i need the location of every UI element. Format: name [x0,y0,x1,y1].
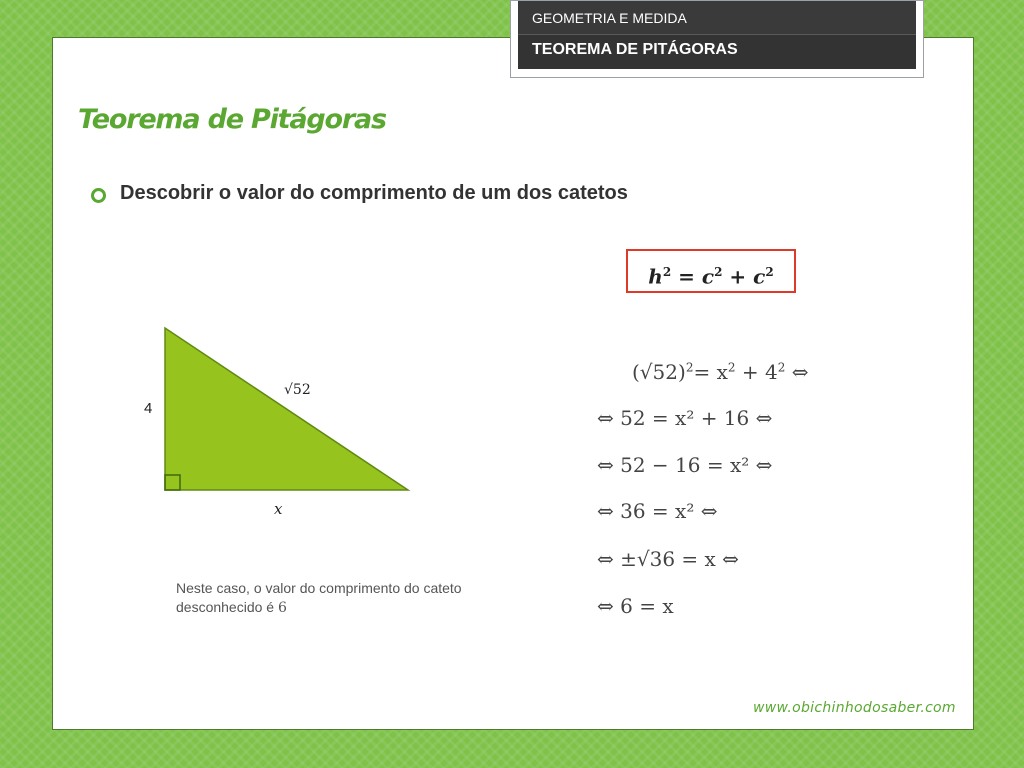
formula-h: h [648,264,663,289]
formula-c1: c [701,264,715,289]
conclusion-line1: Neste caso, o valor do comprimento do cateto [176,580,462,596]
right-triangle [165,328,408,490]
step-6: ⇔ 6 = x [597,594,674,618]
formula-c2: c [753,264,766,289]
step-2: ⇔ 52 = x² + 16 ⇔ [597,406,773,430]
website-link[interactable]: www.obichinhodosaber.com [753,700,956,716]
conclusion-value: 6 [277,600,287,616]
hypotenuse-label: √52 [284,382,311,398]
step-3: ⇔ 52 − 16 = x² ⇔ [597,453,773,477]
header-section: GEOMETRIA E MEDIDA [518,1,916,34]
header-topic: TEOREMA DE PITÁGORAS [518,34,916,69]
formula-eq: = [678,264,695,289]
side-label: 4 [144,400,153,417]
page-title: Teorema de Pitágoras [78,104,386,135]
step-4: ⇔ 36 = x² ⇔ [597,499,718,523]
base-label: x [274,500,283,518]
pythagoras-formula: $h^2 = c^2 + c^2$ [626,249,796,293]
formula-plus: + [729,264,747,289]
bullet-text: Descobrir o valor do comprimento de um dos catetos [120,182,628,204]
step-1: $(√52)^2= x^2 + 4^2$ ⇔ [632,360,809,384]
conclusion-text [176,579,556,618]
conclusion-line2: desconhecido é [176,599,278,615]
step-5: ⇔ ±√36 = x ⇔ [597,547,739,571]
